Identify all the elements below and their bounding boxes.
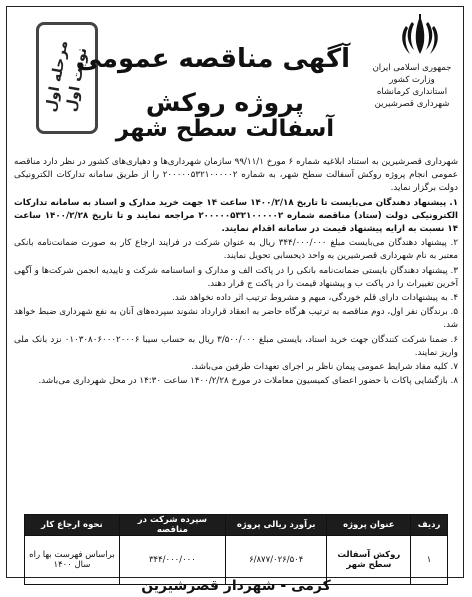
ministry-block <box>368 62 456 110</box>
condition-item-2: ۲. پیشنهاد دهندگان می‌بایست مبلغ ۳۴۴/۰۰۰/۰۰۰ ریال به عنوان شرکت در فرایند ارجاع کار به صورت ضمانت‌نامه بانکی معتبر به نام شهرداری قصرشیرین به واحد ذیحسابی تحویل نمایند. <box>14 238 458 262</box>
cell-row-number: ۱ <box>411 536 448 585</box>
cell-assignment: براساس فهرست بها راه سال ۱۴۰۰ <box>25 536 120 585</box>
ministry-line-2: وزارت کشور <box>389 75 435 85</box>
col-header-estimate: برآورد ریالی پروژه <box>225 515 327 536</box>
condition-item-3: ۳. پیشنهاد دهندگان بایستی ضمانت‌نامه بانکی را در پاکت الف و مدارک و اساسنامه شرکت و تاییدیه انجمن شرکت‌ها و آگهی آخرین تغییرات را در پاکت ب و پیشنهاد قیمت را در پاکت ج قرار دهند. <box>14 265 458 289</box>
condition-item-5: ۵. برندگان نفر اول، دوم مناقصه به ترتیب هرگاه حاضر به انعقاد قرارداد نشوند سپرده‌های آنان به نفع شهرداری ضبط خواهد شد. <box>14 307 458 331</box>
notice-title: آگهی مناقصه عمومی <box>75 44 350 74</box>
ministry-line-3: استانداری کرمانشاه <box>376 87 448 97</box>
project-subtitle: آسفالت سطح شهر <box>115 116 335 142</box>
col-header-project-title: عنوان پروژه <box>327 515 411 536</box>
col-header-deposit: سپرده شرکت در مناقصه <box>119 515 225 536</box>
table-header-row <box>25 515 448 536</box>
signature-footer: کرمی - شهردار قصرشیرین <box>141 578 331 594</box>
col-header-assignment: نحوه ارجاع کار <box>25 515 120 536</box>
iran-emblem-icon <box>398 12 442 58</box>
condition-item-4: ۴. به پیشنهادات دارای قلم خوردگی، مبهم و مشروط ترتیب اثر داده نخواهد شد. <box>172 293 458 304</box>
cell-estimate: ۶/۸۷۷/۰۲۶/۵۰۴ <box>225 536 327 585</box>
cell-deposit: ۳۴۴/۰۰۰/۰۰۰ <box>119 536 225 585</box>
stamp-line-1: مرحله اول <box>42 39 72 114</box>
notice-body <box>14 156 458 389</box>
tender-table <box>24 514 448 585</box>
condition-item-8: ۸. بازگشایی پاکات با حضور اعضای کمیسیون معاملات در مورخ ۱۴۰۰/۲/۲۸ ساعت ۱۴:۳۰ در محل شهرداری می‌باشد. <box>38 376 458 387</box>
project-title: پروژه روکش <box>145 88 305 117</box>
col-header-row-number: ردیف <box>411 515 448 536</box>
condition-item-6: ۶. ضمنا شرکت کنندگان جهت خرید اسناد، بایستی مبلغ ۳/۵۰۰/۰۰۰ ریال به حساب سیبا ۰۱۰۳۰۸۰۶۰۰۰۲۰۰۰۶ نزد بانک ملی واریز نمایند. <box>14 334 458 358</box>
stamp-line-2: نوبت اول <box>63 46 91 113</box>
round-stamp <box>36 22 98 134</box>
condition-item-7: ۷. کلیه مفاد شرایط عمومی پیمان ناظر بر اجرای تعهدات طرفین می‌باشد. <box>191 362 458 373</box>
intro-paragraph: شهرداری قصرشیرین به استناد ابلاغیه شماره ۶ مورخ ۹۹/۱۱/۱ سازمان شهرداری‌ها و دهیاری‌های کشور در نظر دارد مناقصه عمومی انجام پروژه روکش آسفالت سطح شهر، به شماره ۲۰۰۰۰۰۵۳۲۱۰۰۰۰۰۲ را از طریق سامانه تدارکات الکترونیکی دولت برگزار نماید. <box>14 157 458 194</box>
ministry-line-4: شهرداری قصرشیرین <box>374 99 450 109</box>
ministry-line-1: جمهوری اسلامی ایران <box>372 63 452 73</box>
cell-project-title: روکش آسفالت سطح شهر <box>327 536 411 585</box>
condition-item-1: ۱. پیشنهاد دهندگان می‌بایست تا تاریخ ۱۴۰۰/۲/۱۸ ساعت ۱۴ جهت خرید مدارک و اسناد به سامانه تدارکات الکترونیکی دولت (ستاد) مناقصه شماره ۲۰۰۰۰۰۵۳۲۱۰۰۰۰۰۲ مراجعه نمایند و تا تاریخ ۱۴۰۰/۲/۲۸ ساعت ۱۴ نسبت به ارایه پیشنهاد قیمت در سامانه اقدام نمایند. <box>14 197 458 235</box>
